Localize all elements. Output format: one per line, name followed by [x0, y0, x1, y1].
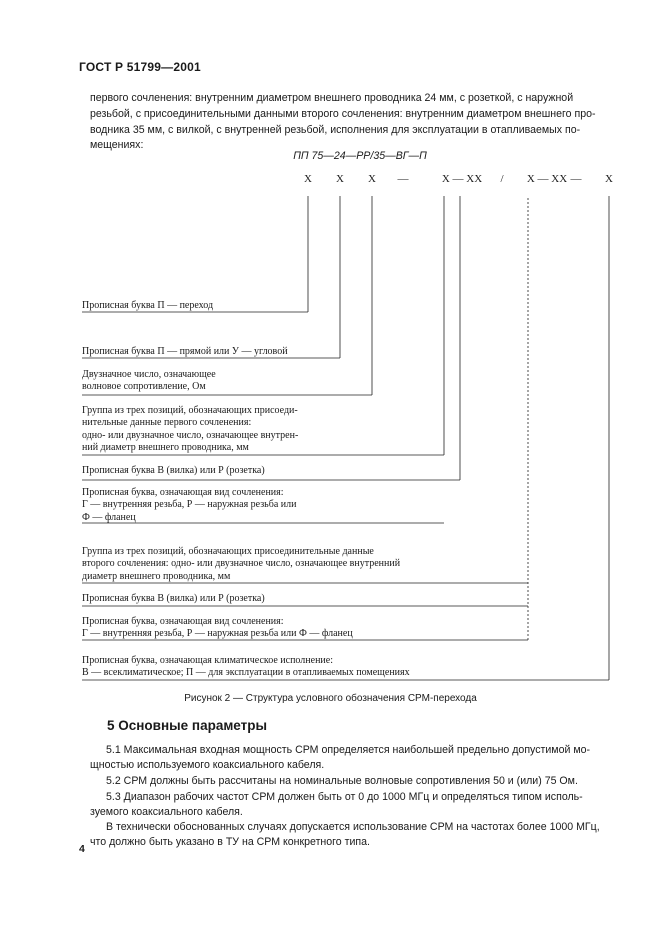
code-token: — [570, 173, 582, 185]
label-line: Группа из трех позиций, обозначающих присоеди- [82, 405, 298, 416]
code-token: — [397, 173, 409, 185]
label-line: Прописная буква В (вилка) или Р (розетка) [82, 593, 265, 604]
paragraph-line: В технически обоснованных случаях допускается использование СРМ на частотах более 1000 МГц, [106, 821, 600, 833]
code-token: / [500, 173, 504, 185]
label-line: Прописная буква, означающая вид сочленения: [82, 616, 284, 627]
intro-line: первого сочленения: внутренним диаметром внешнего проводника 24 мм, с розеткой, с наружной [90, 92, 574, 104]
diagram-label [82, 300, 213, 312]
label-line: Прописная буква П — переход [82, 300, 214, 311]
diagram-label [82, 487, 296, 524]
diagram-label [82, 369, 216, 394]
paragraph-5-3 [90, 790, 615, 821]
paragraph-note [90, 820, 615, 851]
page-number: 4 [79, 843, 85, 855]
paragraph-line: 5.1 Максимальная входная мощность СРМ определяется наибольшей предельно допустимой мо- [106, 744, 591, 756]
paragraph-line: что должно быть указано в ТУ на СРМ конкретного типа. [90, 836, 370, 849]
label-line: Прописная буква, означающая вид сочленения: [82, 487, 284, 498]
label-line: Прописная буква П — прямой или У — угловой [82, 346, 288, 357]
diagram-label [82, 405, 298, 455]
paragraph-line: щностью используемого коаксиального кабеля. [90, 759, 325, 772]
example-designation: ПП 75—24—РР/35—ВГ—П [293, 150, 427, 162]
label-line: Прописная буква В (вилка) или Р (розетка) [82, 465, 265, 476]
section-title: 5 Основные параметры [107, 718, 268, 733]
paragraph-5-1 [90, 743, 615, 774]
paragraph-5-2 [90, 774, 615, 789]
label-line: Ф — фланец [82, 511, 136, 523]
code-token: Х [336, 173, 344, 185]
label-line: Двузначное число, означающее [82, 369, 216, 380]
diagram-label [82, 346, 288, 358]
diagram-label [82, 593, 265, 605]
diagram-label [82, 655, 410, 680]
diagram-label [82, 546, 400, 583]
diagram-label [82, 616, 353, 641]
paragraph-line: зуемого коаксиального кабеля. [90, 806, 243, 819]
label-line: диаметр внешнего проводника, мм [82, 570, 231, 582]
code-token: Х [304, 173, 312, 185]
intro-line: водника 35 мм, с вилкой, с внутренней резьбой, исполнения для эксплуатации в отапливаемых по- [90, 123, 581, 136]
document-header: ГОСТ Р 51799—2001 [79, 60, 201, 74]
intro-line: мещениях: [90, 139, 144, 152]
label-line: В — всеклиматическое; П — для эксплуатации в отапливаемых помещениях [82, 667, 410, 679]
label-line: второго сочленения: одно- или двузначное число, означающее внутренний [82, 558, 401, 570]
code-token: Х — ХХ [441, 173, 483, 185]
label-line: ний диаметр внешнего проводника, мм [82, 442, 249, 454]
code-token: Х — ХХ [526, 173, 568, 185]
label-line: Прописная буква, означающая климатическое исполнение: [82, 655, 334, 666]
code-token: Х [605, 173, 613, 185]
label-line: Г — внутренняя резьба, Р — наружная резьба или Ф — фланец [82, 628, 353, 640]
intro-line: резьбой, с присоединительными данными второго сочленения: внутренним диаметром внешнего про- [90, 107, 596, 120]
label-line: Группа из трех позиций, обозначающих присоединительные данные [82, 546, 374, 557]
label-line: одно- или двузначное число, означающее внутрен- [82, 429, 299, 441]
label-line: нительные данные первого сочленения: [82, 417, 252, 429]
code-token: Х [368, 173, 376, 185]
diagram-label [82, 465, 265, 477]
figure-caption: Рисунок 2 — Структура условного обозначения СРМ-перехода [184, 693, 477, 704]
paragraph-line: 5.3 Диапазон рабочих частот СРМ должен быть от 0 до 1000 МГц и определяться типом исполь- [106, 791, 583, 803]
label-line: Г — внутренняя резьба, Р — наружная резьба или [82, 499, 297, 511]
label-line: волновое сопротивление, Ом [82, 381, 206, 393]
paragraph-line: 5.2 СРМ должны быть рассчитаны на номинальные волновые сопротивления 50 и (или) 75 Ом. [106, 775, 578, 787]
